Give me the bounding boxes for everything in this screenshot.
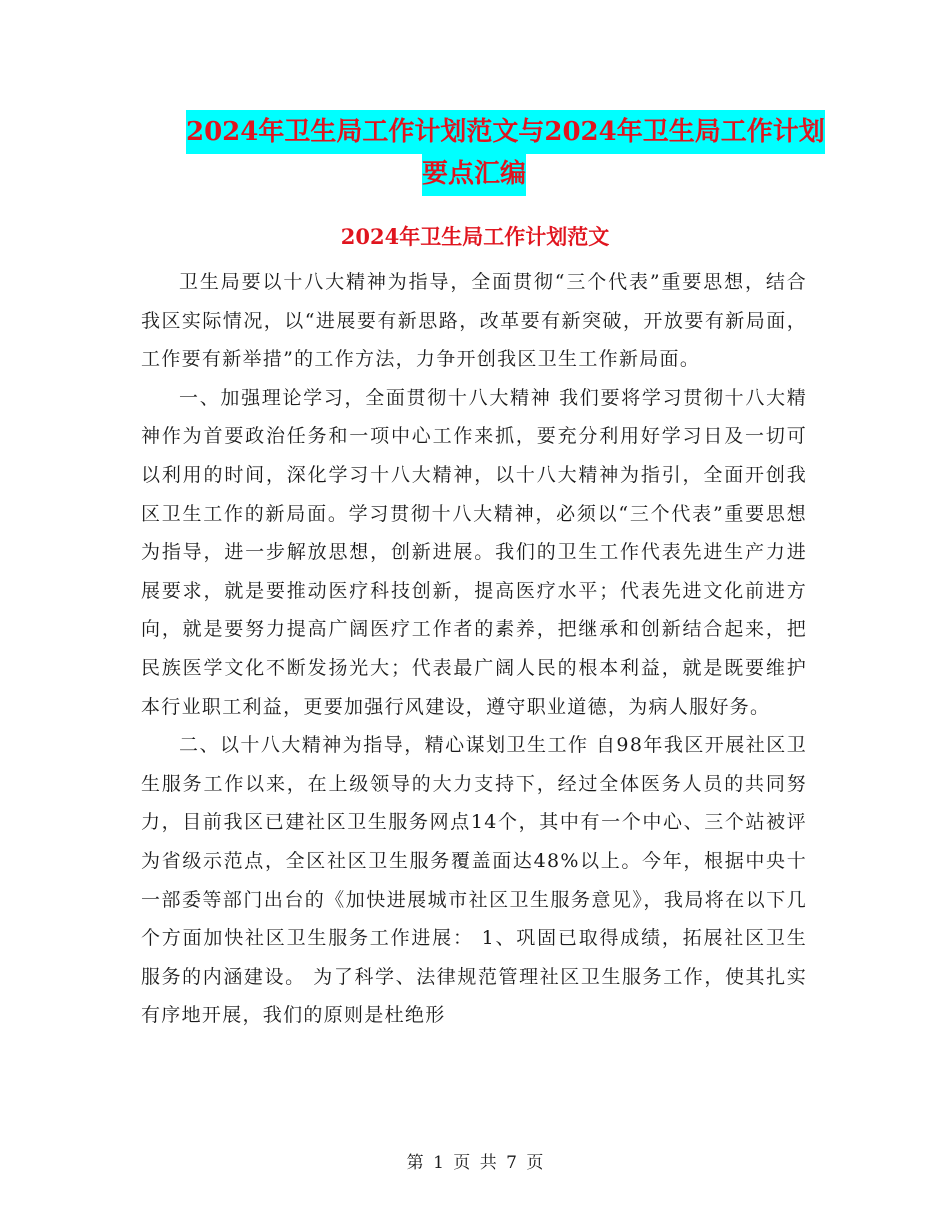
section-heading: 2024年卫生局工作计划范文 xyxy=(340,224,610,249)
document-body xyxy=(141,263,807,1035)
page-footer: 第 1 页 共 7 页 xyxy=(406,1153,544,1173)
paragraph-section-1: 一、加强理论学习，全面贯彻十八大精神 我们要将学习贯彻十八大精神作为首要政治任务和一项中心工作来抓，要充分利用好学习日及一切可以利用的时间，深化学习十八大精神，以十八大精神为指引，全面开创我区卫生工作的新局面。学习贯彻十八大精神，必须以“三个代表”重要思想为指导，进一步解放思想，创新进展。我们的卫生工作代表先进生产力进展要求，就是要推动医疗科技创新，提高医疗水平；代表先进文化前进方向，就是要努力提高广阔医疗工作者的素养，把继承和创新结合起来，把民族医学文化不断发扬光大；代表最广阔人民的根本利益，就是既要维护本行业职工利益，更要加强行风建设，遵守职业道德，为病人服好务。 xyxy=(141,386,807,718)
document-title-line-1: 2024年卫生局工作计划范文与2024年卫生局工作计划 xyxy=(186,110,825,154)
paragraph-intro: 卫生局要以十八大精神为指导，全面贯彻“三个代表”重要思想，结合我区实际情况，以“进展要有新思路，改革要有新突破，开放要有新局面，工作要有新举措”的工作方法，力争开创我区卫生工作新局面。 xyxy=(141,271,807,371)
document-title-line-2: 要点汇编 xyxy=(422,152,526,196)
paragraph-section-2: 二、以十八大精神为指导，精心谋划卫生工作 自98年我区开展社区卫生服务工作以来，在上级领导的大力支持下，经过全体医务人员的共同努力，目前我区已建社区卫生服务网点14个，其中有一个中心、三个站被评为省级示范点，全区社区卫生服务覆盖面达48%以上。今年，根据中央十一部委等部门出台的《加快进展城市社区卫生服务意见》，我局将在以下几个方面加快社区卫生服务工作进展： 1、巩固已取得成绩，拓展社区卫生服务的内涵建设。 为了科学、法律规范管理社区卫生服务工作，使其扎实有序地开展，我们的原则是杜绝形 xyxy=(141,734,807,1027)
